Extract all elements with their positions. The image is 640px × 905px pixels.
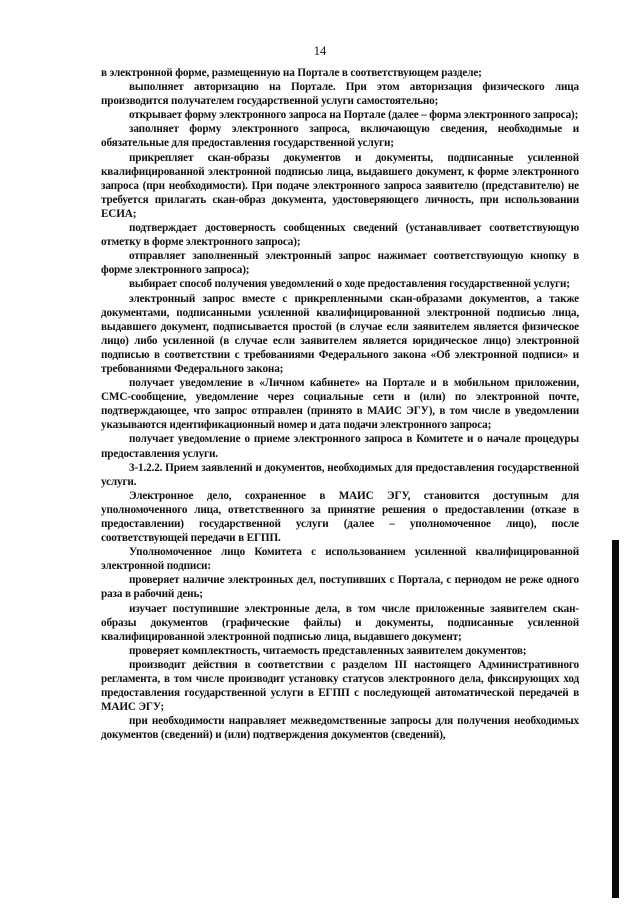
paragraph: выполняет авторизацию на Портале. При этом авторизация физического лица производится получателем государственной услуги самостоятельно; — [101, 81, 579, 108]
paragraph: заполняет форму электронного запроса, включающую сведения, необходимые и обязательные для предоставления государственной услуги; — [101, 123, 579, 150]
section-heading: 3-1.2.2. Прием заявлений и документов, необходимых для предоставления государственной услуги. — [101, 461, 579, 488]
paragraph: подтверждает достоверность сообщенных сведений (устанавливает соответствующую отметку в форме электронного запроса); — [101, 222, 579, 249]
page-number: 14 — [313, 44, 327, 58]
paragraph: Электронное дело, сохраненное в МАИС ЭГУ, становится доступным для уполномоченного лица, ответственного за принятие решения о предоставлении (отказе в предоставлении) государственной услуги (далее – уполномоченное лицо), после соответствующей передачи в ЕГПП. — [101, 489, 579, 545]
paragraph: в электронной форме, размещенную на Портале в соответствующем разделе; — [101, 67, 482, 79]
paragraph: производит действия в соответствии с разделом III настоящего Административного регламента, в том числе производит установку статусов электронного дела, фиксирующих ход предоставления государственной услуги в ЕГПП с последующей автоматической передачей в МАИС ЭГУ; — [101, 658, 579, 714]
paragraph: Уполномоченное лицо Комитета с использованием усиленной квалифицированной электронной подписи: — [101, 546, 579, 573]
paragraph: получает уведомление в «Личном кабинете» на Портале и в мобильном приложении, СМС-сообщение, уведомление через социальные сети и (или) по электронной почте, подтверждающее, что запрос отправлен (принято в МАИС ЭГУ), в том числе в уведомлении указываются идентификационный номер и дата подачи электронного запроса; — [101, 377, 579, 432]
document-body — [101, 66, 579, 743]
paragraph: проверяет комплектность, читаемость представленных заявителем документов; — [129, 644, 527, 657]
paragraph: при необходимости направляет межведомственные запросы для получения необходимых документов (сведений) и (или) подтверждения документов (сведений), — [101, 715, 579, 742]
paragraph: получает уведомление о приеме электронного запроса в Комитете и о начале процедуры предоставления услуги. — [101, 433, 579, 460]
paragraph: открывает форму электронного запроса на Портале (далее – форма электронного запроса); — [129, 109, 579, 122]
scan-edge-shadow — [612, 540, 619, 898]
paragraph: электронный запрос вместе с прикрепленными скан-образами документов, а также документами, подписанными усиленной квалифицированной электронной подписью лица, выдавшего документ, подписывается простой (в случае если заявителем является физическое лицо) либо усиленной (в случае если заявителем является юридическое лицо) электронной подписью в соответствии с требованиями Федерального закона «Об электронной подписи» и требованиями Федерального закона; — [101, 292, 579, 375]
paragraph: выбирает способ получения уведомлений о ходе предоставления государственной услуги; — [129, 278, 570, 291]
paragraph: прикрепляет скан-образы документов и документы, подписанные усиленной квалифицированной электронной подписью лица, выдавшего документ, к форме электронного запроса (при необходимости). При подаче электронного запроса заявителю (представителю) не требуется прилагать скан-образ документа, удостоверяющего личность, при использовании ЕСИА; — [101, 151, 579, 220]
paragraph: проверяет наличие электронных дел, поступивших с Портала, с периодом не реже одного раза в рабочий день; — [101, 574, 579, 601]
paragraph: изучает поступившие электронные дела, в том числе приложенные заявителем скан-образы документов (графические файлы) и документы, подписанные усиленной квалифицированной электронной подписью лица, выдавшего документ; — [101, 602, 579, 643]
paragraph: отправляет заполненный электронный запрос нажимает соответствующую кнопку в форме электронного запроса); — [101, 250, 579, 277]
